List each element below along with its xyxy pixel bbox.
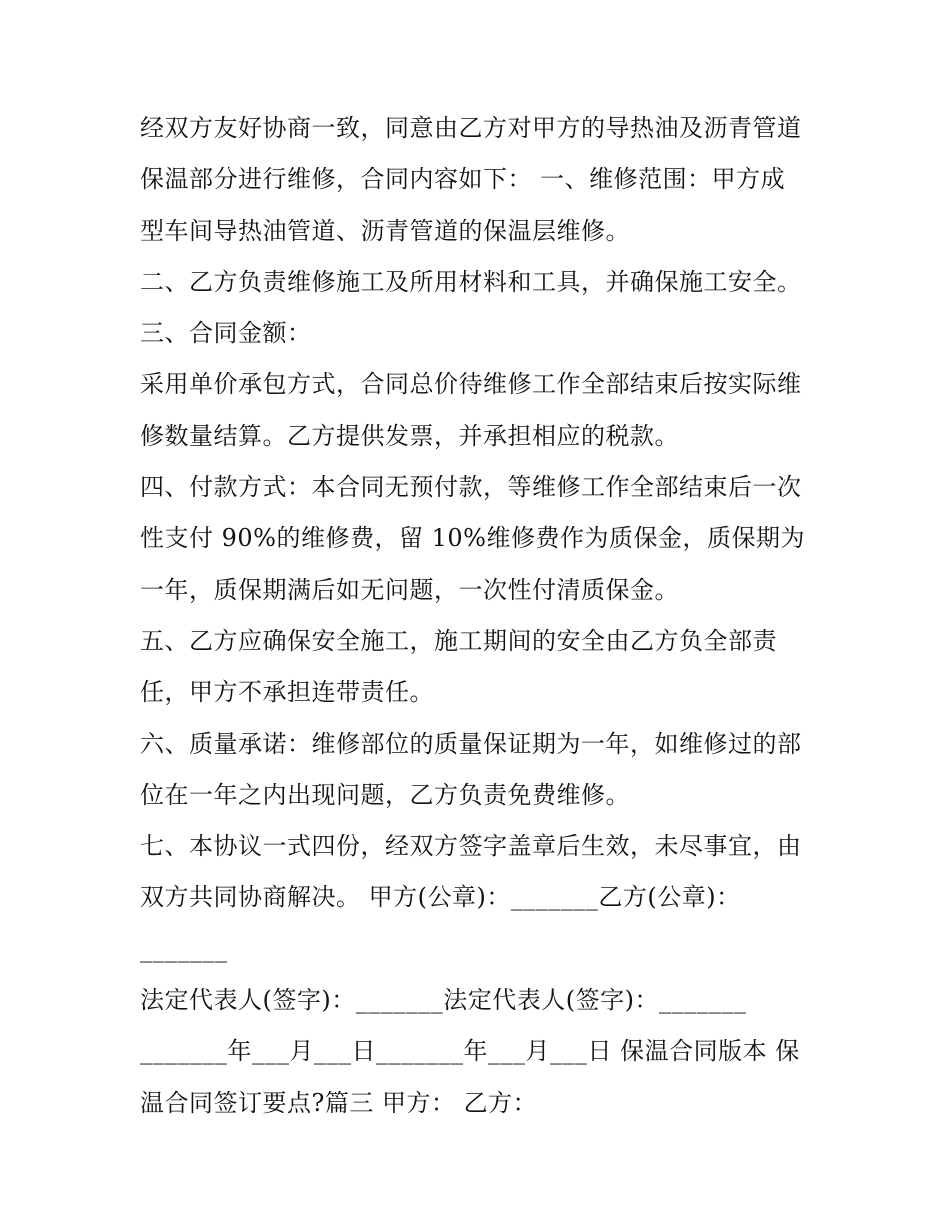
- body-line: 型车间导热油管道、沥青管道的保温层维修。: [140, 216, 630, 245]
- body-line: 温合同签订要点?篇三 甲方： 乙方：: [140, 1088, 538, 1117]
- body-line: 经双方友好协商一致，同意由乙方对甲方的导热油及沥青管道: [140, 114, 802, 142]
- body-line: 任，甲方不承担连带责任。: [140, 678, 434, 707]
- body-line: 性支付 90%的维修费，留 10%维修费作为质保金，质保期为: [140, 524, 805, 553]
- body-line: 二、乙方负责维修施工及所用材料和工具，并确保施工安全。: [140, 267, 802, 296]
- body-line: 修数量结算。乙方提供发票，并承担相应的税款。: [140, 421, 679, 450]
- body-line: 三、合同金额：: [140, 319, 312, 348]
- body-line: 一年，质保期满后如无问题，一次性付清质保金。: [140, 575, 679, 604]
- body-line: 双方共同协商解决。 甲方(公章)：_______乙方(公章)：: [140, 883, 741, 912]
- contract-body: [140, 103, 830, 1129]
- body-line: 四、付款方式：本合同无预付款，等维修工作全部结束后一次: [140, 473, 802, 502]
- body-line: 位在一年之内出现问题，乙方负责免费维修。: [140, 780, 630, 809]
- body-line: _______年___月___日_______年___月___日 保温合同版本 保: [140, 1037, 800, 1066]
- body-line: 五、乙方应确保安全施工，施工期间的安全由乙方负全部责: [140, 626, 777, 655]
- body-line: 七、本协议一式四份，经双方签字盖章后生效，未尽事宜，由: [140, 832, 802, 861]
- body-line: 保温部分进行维修，合同内容如下： 一、维修范围：甲方成: [140, 165, 786, 194]
- body-line: 法定代表人(签字)：_______法定代表人(签字)：_______: [140, 986, 747, 1015]
- body-line: 六、质量承诺：维修部位的质量保证期为一年，如维修过的部: [140, 729, 802, 758]
- body-line: 采用单价承包方式，合同总价待维修工作全部结束后按实际维: [140, 370, 802, 399]
- body-line: _______: [140, 934, 228, 963]
